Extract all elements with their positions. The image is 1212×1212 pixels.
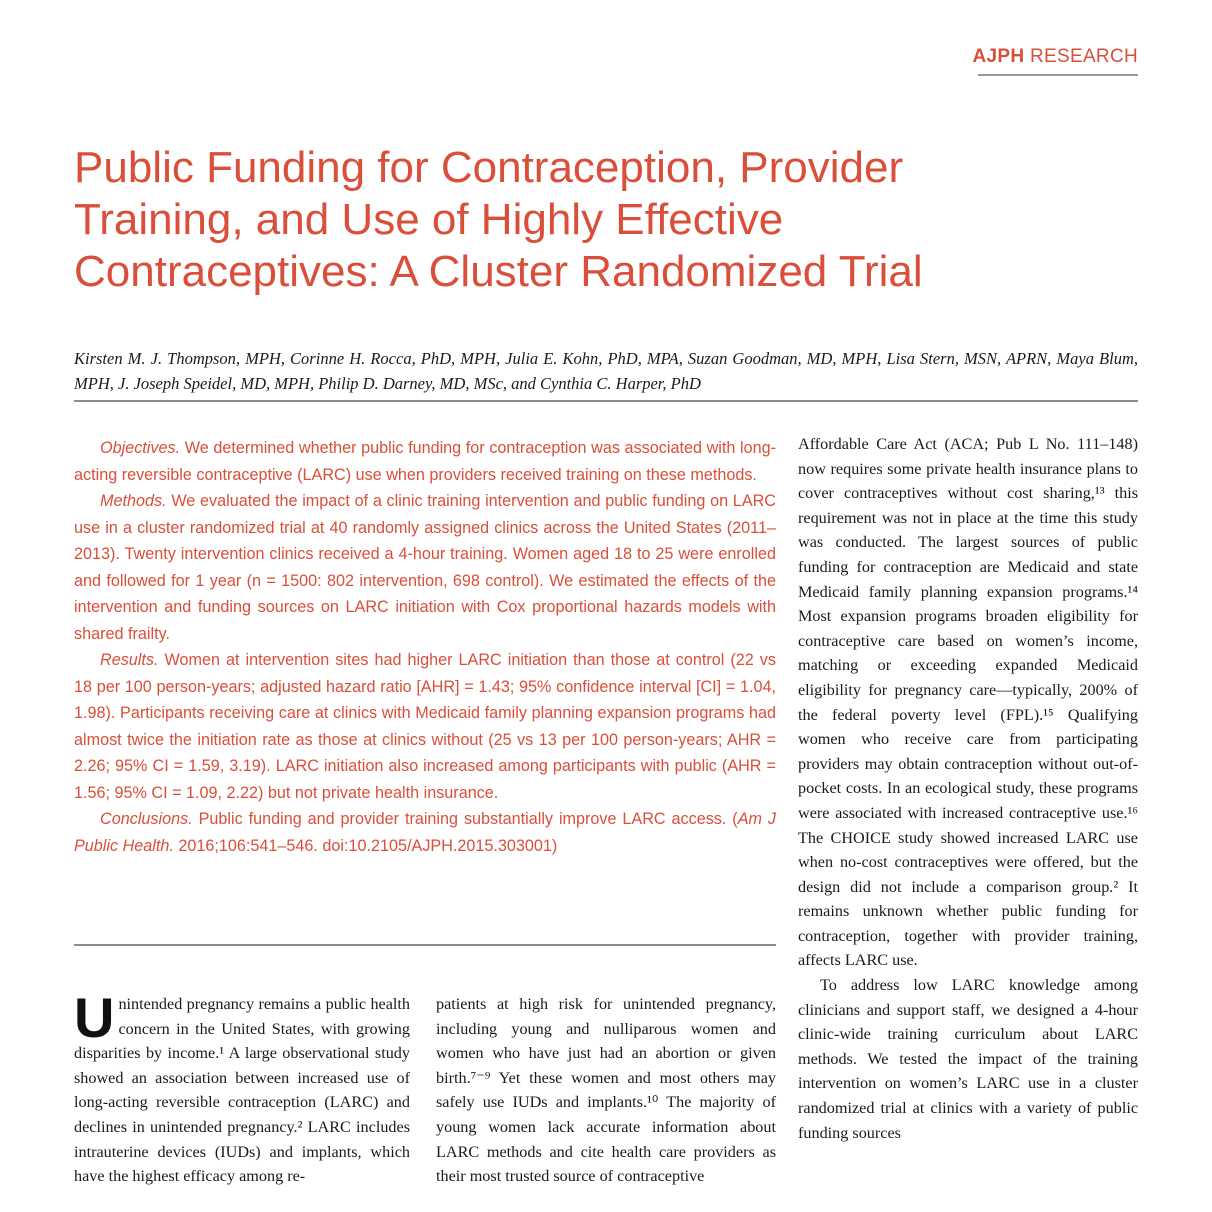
abstract-objectives xyxy=(74,435,776,488)
abstract xyxy=(74,435,776,859)
body-column-3 xyxy=(798,432,1138,1145)
abstract-results xyxy=(74,647,776,806)
body-column-2 xyxy=(436,992,776,1189)
drop-cap: U xyxy=(74,986,115,1049)
journal-section: RESEARCH xyxy=(1030,46,1138,67)
citation-journal: Am J Public Health. xyxy=(74,810,776,855)
col3-paragraph-2: To address low LARC knowledge among clinicians and support staff, we designed a 4-hour clinic-wide training curriculum about LARC methods. We tested the impact of the training intervention on women’s LARC use in a cluster randomized trial at clinics with a variety of public funding sources xyxy=(798,976,1138,1142)
body-paragraph xyxy=(74,986,410,1189)
abstract-divider xyxy=(74,944,776,946)
header-divider xyxy=(978,74,1138,76)
abstract-conclusions xyxy=(74,806,776,859)
journal-section-tag xyxy=(973,46,1138,68)
journal-brand: AJPH xyxy=(972,46,1025,67)
conclusions-label: Conclusions. xyxy=(100,810,193,828)
conclusions-text: Public funding and provider training substantially improve LARC access. ( xyxy=(192,810,738,828)
methods-text: We evaluated the impact of a clinic training intervention and public funding on LARC use in a cluster randomized trial at 40 randomly assigned clinics across the United States (2011–2013). Twenty intervention clinics received a 4-hour training. Women aged 18 to 25 were enrolled and followed for 1 year (n = 1500: 802 intervention, 698 control). We estimated the effects of the intervention and funding sources on LARC initiation with Cox proportional hazards models with shared frailty. xyxy=(74,492,776,643)
body-column-1 xyxy=(74,986,410,1189)
results-label: Results. xyxy=(100,651,159,669)
authors-divider xyxy=(74,400,1138,402)
journal-header xyxy=(0,40,1138,76)
col2-text: patients at high risk for unintended pregnancy, including young and nulliparous women and women who have just had an abortion or given birth.⁷⁻⁹ Yet these women and most others may safely use IUDs and implants.¹⁰ The majority of young women lack accurate information about LARC methods and cite health care providers as their most trusted source of contraceptive xyxy=(436,995,776,1186)
citation-details: 2016;106:541–546. doi:10.2105/AJPH.2015.303001) xyxy=(173,836,558,855)
abstract-methods xyxy=(74,488,776,647)
objectives-label: Objectives. xyxy=(100,439,181,457)
col3-paragraph-1: Affordable Care Act (ACA; Pub L No. 111–148) now requires some private health insurance plans to cover contraceptives without cost sharing,¹³ this requirement was not in place at the time this study was conducted. The largest sources of public funding for contraception are Medicaid and state Medicaid family planning expansion programs.¹⁴ Most expansion programs broaden eligibility for contraceptive care based on women’s income, matching or exceeding expanded Medicaid eligibility for pregnancy care—typically, 200% of the federal poverty level (FPL).¹⁵ Qualifying women who receive care from participating providers may obtain contraception without out-of-pocket costs. In an ecological study, these programs were associated with increased contraceptive use.¹⁶ The CHOICE study showed increased LARC use when no-cost contraceptives were offered, but the design did not include a comparison group.² It remains unknown whether public funding for contraception, together with provider training, affects LARC use. xyxy=(798,435,1138,970)
author-list: Kirsten M. J. Thompson, MPH, Corinne H. Rocca, PhD, MPH, Julia E. Kohn, PhD, MPA, Suzan Goodman, MD, MPH, Lisa Stern, MSN, APRN, Maya Blum, MPH, J. Joseph Speidel, MD, MPH, Philip D. Darney, MD, MSc, and Cynthia C. Harper, PhD xyxy=(74,349,1138,393)
article-title: Public Funding for Contraception, Provider Training, and Use of Highly Effective Contraceptives: A Cluster Randomized Trial xyxy=(74,143,923,296)
col1-text: nintended pregnancy remains a public health concern in the United States, with growing disparities by income.¹ A large observational study showed an association between increased use of long-acting reversible contraception (LARC) and declines in unintended pregnancy.² LARC includes intrauterine devices (IUDs) and implants, which have the highest efficacy among re- xyxy=(74,995,410,1186)
methods-label: Methods. xyxy=(100,492,167,510)
objectives-text: We determined whether public funding for contraception was associated with long-acting reversible contraceptive (LARC) use when providers received training on these methods. xyxy=(74,439,776,484)
results-text: Women at intervention sites had higher LARC initiation than those at control (22 vs 18 per 100 person-years; adjusted hazard ratio [AHR] = 1.43; 95% confidence interval [CI] = 1.04, 1.98). Participants receiving care at clinics with Medicaid family planning expansion programs had almost twice the initiation rate as those at clinics without (25 vs 13 per 100 person-years; AHR = 2.26; 95% CI = 1.59, 3.19). LARC initiation also increased among participants with public (AHR = 1.56; 95% CI = 1.09, 2.22) but not private health insurance. xyxy=(74,651,776,802)
